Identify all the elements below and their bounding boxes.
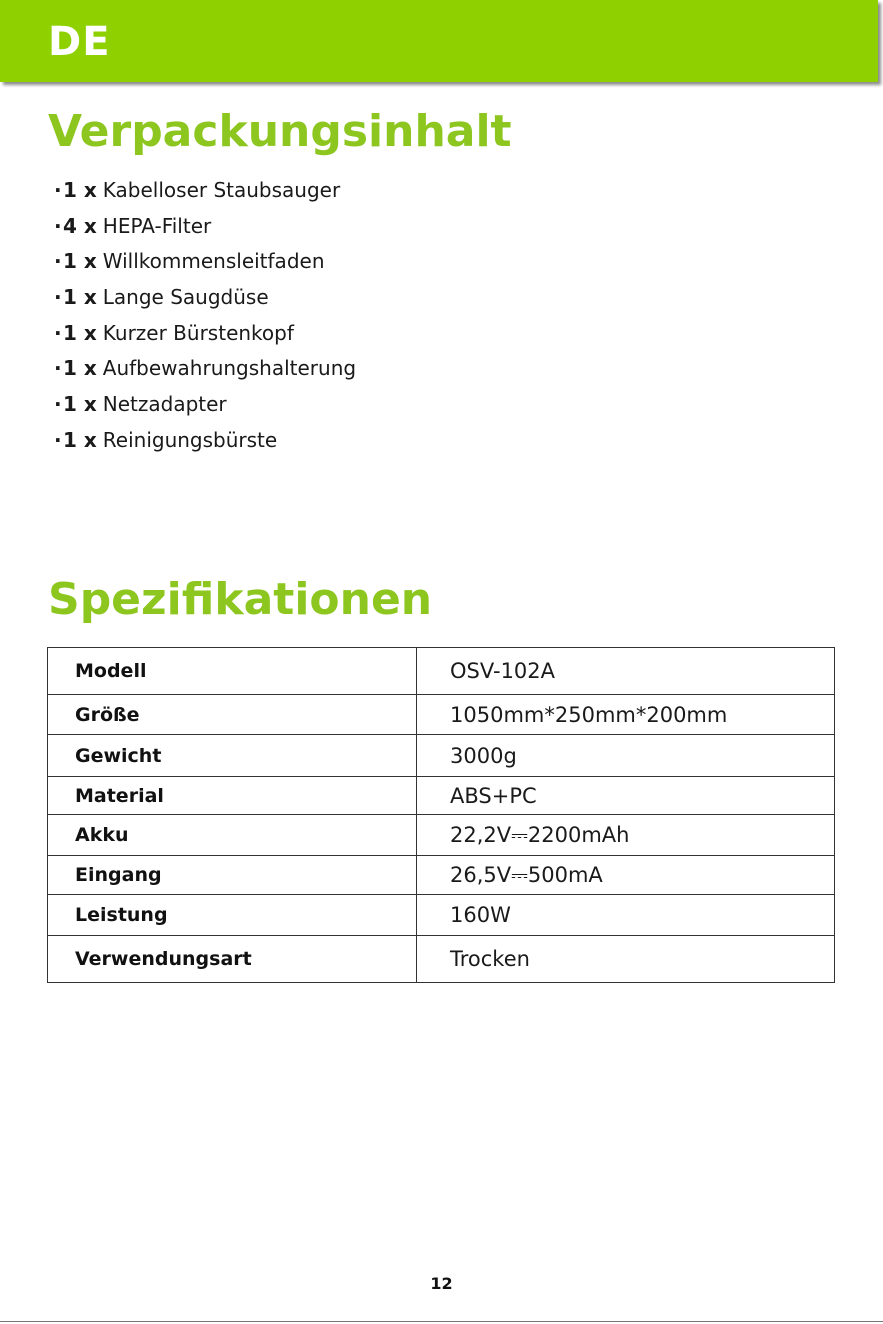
item-quantity: 1 x [63, 285, 97, 310]
item-quantity: 4 x [63, 213, 97, 238]
spec-value: 160W [417, 895, 835, 936]
spec-value: Trocken [417, 936, 835, 983]
list-item [54, 210, 356, 246]
item-label: Lange Saugdüse [102, 285, 269, 310]
list-item [54, 174, 356, 210]
list-item [54, 317, 356, 353]
spec-value: 22,2V⎓2200mAh [417, 815, 835, 856]
footer-divider [0, 1321, 883, 1322]
header-band [0, 0, 878, 82]
bullet: · [54, 249, 62, 274]
table-row [48, 777, 835, 815]
item-quantity: 1 x [63, 249, 97, 274]
specifications-table [47, 647, 835, 983]
list-item [54, 245, 356, 281]
language-code: DE [48, 19, 111, 65]
page-number: 12 [430, 1274, 453, 1293]
bullet: · [54, 178, 62, 202]
spec-value: 26,5V⎓500mA [417, 856, 835, 895]
spec-value: ABS+PC [417, 777, 835, 815]
spec-label: Verwendungsart [48, 936, 417, 983]
bullet: · [54, 320, 62, 345]
item-quantity: 1 x [63, 178, 97, 202]
item-label: Kurzer Bürstenkopf [102, 320, 294, 345]
list-item [54, 281, 356, 317]
item-label: Netzadapter [102, 392, 227, 417]
item-label: Willkommensleitfaden [102, 249, 325, 274]
specifications-heading: Spezifikationen [48, 574, 433, 625]
list-item [54, 424, 356, 460]
spec-label: Modell [48, 648, 417, 695]
table-row [48, 648, 835, 695]
item-quantity: 1 x [63, 392, 97, 417]
bullet: · [54, 213, 62, 238]
bullet: · [54, 427, 62, 452]
package-contents-list [54, 174, 356, 460]
table-row [48, 936, 835, 983]
bullet: · [54, 356, 62, 381]
bullet: · [54, 285, 62, 310]
table-row [48, 856, 835, 895]
spec-label: Größe [48, 695, 417, 735]
spec-value: 3000g [417, 735, 835, 777]
list-item [54, 388, 356, 424]
spec-label: Eingang [48, 856, 417, 895]
spec-label: Material [48, 777, 417, 815]
item-label: Kabelloser Staubsauger [102, 178, 341, 202]
table-row [48, 815, 835, 856]
spec-label: Gewicht [48, 735, 417, 777]
table-row [48, 695, 835, 735]
spec-value: 1050mm*250mm*200mm [417, 695, 835, 735]
spec-label: Akku [48, 815, 417, 856]
package-contents-heading: Verpackungsinhalt [48, 106, 512, 157]
item-quantity: 1 x [63, 427, 97, 452]
spec-value: OSV-102A [417, 648, 835, 695]
spec-label: Leistung [48, 895, 417, 936]
item-quantity: 1 x [63, 320, 97, 345]
item-label: Aufbewahrungshalterung [102, 356, 357, 381]
item-label: HEPA-Filter [102, 213, 212, 238]
item-label: Reinigungsbürste [102, 427, 278, 452]
bullet: · [54, 392, 62, 417]
table-row [48, 735, 835, 777]
table-row [48, 895, 835, 936]
list-item [54, 352, 356, 388]
item-quantity: 1 x [63, 356, 97, 381]
